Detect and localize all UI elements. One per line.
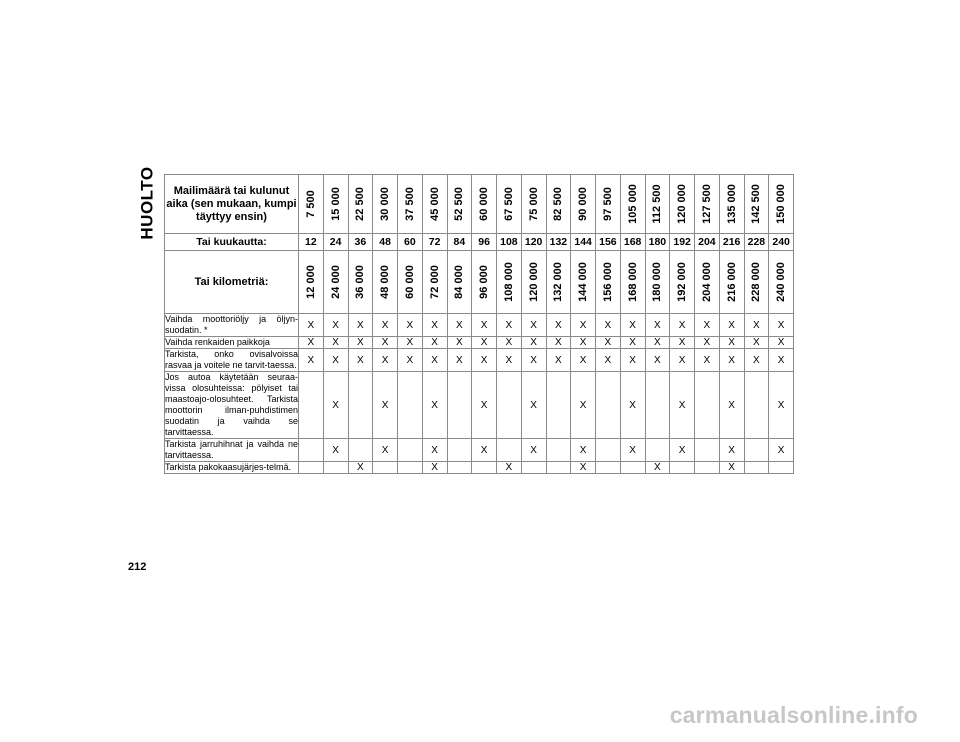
task-description: Tarkista, onko ovisalvoissa rasvaa ja voitele ne tarvit-taessa. [165, 349, 298, 370]
km-cell-value: 132 000 [552, 262, 565, 302]
miles-cell [620, 175, 645, 234]
schedule-mark: X [373, 337, 398, 349]
schedule-mark: X [323, 372, 348, 439]
schedule-mark: X [497, 337, 522, 349]
schedule-mark: X [521, 349, 546, 372]
miles-cell [546, 175, 571, 234]
schedule-mark [447, 372, 472, 439]
miles-cell-value: 150 000 [775, 184, 788, 224]
schedule-mark: X [447, 349, 472, 372]
schedule-mark: X [719, 439, 744, 462]
miles-header-label: Mailimäärä tai kulunut aika (sen mukaan, kumpi täyttyy ensin) [165, 175, 299, 234]
schedule-mark [398, 462, 423, 474]
km-cell [348, 251, 373, 314]
schedule-mark [299, 439, 324, 462]
schedule-mark [521, 462, 546, 474]
schedule-mark: X [571, 462, 596, 474]
schedule-mark: X [521, 439, 546, 462]
page-number: 212 [128, 561, 147, 573]
miles-cell-value: 52 500 [453, 187, 466, 221]
km-cell-value: 216 000 [725, 262, 738, 302]
schedule-mark [323, 462, 348, 474]
miles-cell [373, 175, 398, 234]
miles-cell [299, 175, 324, 234]
months-cell: 36 [348, 234, 373, 251]
schedule-mark: X [571, 349, 596, 372]
schedule-mark: X [373, 439, 398, 462]
miles-cell-value: 127 500 [700, 184, 713, 224]
schedule-mark [348, 372, 373, 439]
schedule-mark [472, 462, 497, 474]
miles-cell-value: 97 500 [601, 187, 614, 221]
km-cell [596, 251, 621, 314]
miles-cell [422, 175, 447, 234]
schedule-mark [695, 462, 720, 474]
miles-cell-value: 90 000 [577, 187, 590, 221]
miles-cell-value: 7 500 [304, 190, 317, 218]
miles-cell-value: 142 500 [750, 184, 763, 224]
schedule-mark: X [620, 372, 645, 439]
schedule-mark: X [695, 314, 720, 337]
schedule-mark [744, 439, 769, 462]
km-cell-value: 96 000 [478, 265, 491, 299]
schedule-mark: X [546, 337, 571, 349]
table-row [165, 439, 794, 462]
schedule-mark: X [373, 372, 398, 439]
watermark: carmanualsonline.info [669, 702, 918, 728]
task-description: Vaihda moottoriöljy ja öljyn-suodatin. * [165, 314, 298, 335]
miles-cell [348, 175, 373, 234]
schedule-mark [447, 462, 472, 474]
miles-cell-value: 30 000 [379, 187, 392, 221]
months-cell: 168 [620, 234, 645, 251]
schedule-mark: X [447, 314, 472, 337]
schedule-mark: X [744, 337, 769, 349]
schedule-mark [695, 372, 720, 439]
km-cell-value: 120 000 [527, 262, 540, 302]
schedule-mark: X [571, 314, 596, 337]
months-cell: 48 [373, 234, 398, 251]
months-cell: 144 [571, 234, 596, 251]
schedule-mark: X [323, 349, 348, 372]
schedule-mark: X [571, 372, 596, 439]
schedule-mark: X [521, 337, 546, 349]
task-description: Vaihda renkaiden paikkoja [165, 337, 299, 349]
schedule-mark: X [719, 337, 744, 349]
km-cell [472, 251, 497, 314]
maintenance-schedule-table [164, 174, 794, 474]
schedule-mark: X [670, 337, 695, 349]
schedule-mark: X [373, 314, 398, 337]
km-cell [670, 251, 695, 314]
months-cell: 24 [323, 234, 348, 251]
schedule-mark: X [348, 349, 373, 372]
schedule-mark: X [447, 337, 472, 349]
schedule-mark: X [521, 314, 546, 337]
schedule-mark: X [422, 314, 447, 337]
km-cell [695, 251, 720, 314]
schedule-mark: X [719, 372, 744, 439]
schedule-mark: X [769, 349, 794, 372]
km-cell [744, 251, 769, 314]
schedule-mark: X [645, 349, 670, 372]
km-cell [422, 251, 447, 314]
schedule-mark: X [546, 314, 571, 337]
schedule-mark: X [620, 314, 645, 337]
miles-cell [670, 175, 695, 234]
schedule-mark [596, 462, 621, 474]
schedule-mark: X [769, 372, 794, 439]
miles-cell [596, 175, 621, 234]
schedule-mark: X [596, 349, 621, 372]
schedule-mark: X [695, 349, 720, 372]
km-cell-value: 72 000 [428, 265, 441, 299]
schedule-mark [299, 372, 324, 439]
schedule-mark: X [719, 462, 744, 474]
task-description: Tarkista jarruhihnat ja vaihda ne tarvittaessa. [165, 439, 298, 460]
km-cell-value: 240 000 [775, 262, 788, 302]
months-cell: 108 [497, 234, 522, 251]
miles-header-row [165, 175, 794, 234]
section-tab [135, 166, 161, 240]
months-cell: 132 [546, 234, 571, 251]
km-cell-value: 60 000 [403, 265, 416, 299]
schedule-mark: X [645, 314, 670, 337]
months-cell: 72 [422, 234, 447, 251]
months-cell: 180 [645, 234, 670, 251]
schedule-mark: X [670, 439, 695, 462]
schedule-mark [596, 439, 621, 462]
table-row [165, 337, 794, 349]
schedule-mark: X [348, 337, 373, 349]
km-header-label: Tai kilometriä: [165, 251, 299, 314]
km-cell [769, 251, 794, 314]
miles-cell-value: 22 500 [354, 187, 367, 221]
km-cell-value: 12 000 [304, 265, 317, 299]
months-cell: 84 [447, 234, 472, 251]
km-cell-value: 192 000 [676, 262, 689, 302]
schedule-mark [299, 462, 324, 474]
miles-cell [323, 175, 348, 234]
schedule-mark: X [571, 337, 596, 349]
miles-cell-value: 135 000 [725, 184, 738, 224]
miles-cell-value: 82 500 [552, 187, 565, 221]
task-description: Tarkista pakokaasujärjes-telmä. [165, 462, 299, 474]
schedule-mark: X [472, 337, 497, 349]
schedule-mark [373, 462, 398, 474]
schedule-mark: X [472, 349, 497, 372]
km-header-row [165, 251, 794, 314]
table-row [165, 349, 794, 372]
schedule-mark: X [323, 439, 348, 462]
schedule-mark: X [422, 372, 447, 439]
km-cell-value: 48 000 [379, 265, 392, 299]
schedule-mark [398, 372, 423, 439]
miles-cell-value: 15 000 [329, 187, 342, 221]
schedule-mark: X [744, 349, 769, 372]
km-cell [398, 251, 423, 314]
schedule-mark: X [695, 337, 720, 349]
task-description: Jos autoa käytetään seuraa-vissa olosuhteissa: pölyiset tai maastoajo-olosuhteet. Tarkista moottorin ilman-puhdistimen suodatin ja vaihda se tarvittaessa. [165, 372, 298, 437]
schedule-mark: X [472, 314, 497, 337]
miles-cell [521, 175, 546, 234]
schedule-mark: X [620, 349, 645, 372]
schedule-mark [744, 372, 769, 439]
miles-cell [497, 175, 522, 234]
km-cell [546, 251, 571, 314]
miles-cell [695, 175, 720, 234]
miles-cell-value: 112 500 [651, 184, 664, 224]
table-row [165, 462, 794, 474]
schedule-mark: X [769, 337, 794, 349]
schedule-mark: X [596, 337, 621, 349]
schedule-mark [348, 439, 373, 462]
schedule-mark: X [521, 372, 546, 439]
schedule-mark: X [596, 314, 621, 337]
schedule-mark [546, 462, 571, 474]
schedule-mark: X [645, 337, 670, 349]
schedule-mark: X [323, 337, 348, 349]
miles-cell [645, 175, 670, 234]
schedule-mark: X [497, 314, 522, 337]
miles-cell [769, 175, 794, 234]
months-header-label: Tai kuukautta: [165, 234, 299, 251]
schedule-mark: X [472, 372, 497, 439]
months-cell: 12 [299, 234, 324, 251]
km-cell-value: 180 000 [651, 262, 664, 302]
schedule-mark: X [373, 349, 398, 372]
schedule-mark: X [422, 337, 447, 349]
miles-cell [472, 175, 497, 234]
months-header-row [165, 234, 794, 251]
schedule-mark [596, 372, 621, 439]
table-row [165, 314, 794, 337]
table-row [165, 372, 794, 439]
schedule-mark [546, 372, 571, 439]
schedule-mark: X [299, 314, 324, 337]
km-cell-value: 144 000 [577, 262, 590, 302]
schedule-mark: X [645, 462, 670, 474]
km-cell-value: 168 000 [626, 262, 639, 302]
miles-cell [744, 175, 769, 234]
schedule-mark: X [719, 349, 744, 372]
schedule-mark [497, 372, 522, 439]
schedule-mark: X [422, 349, 447, 372]
schedule-mark: X [769, 314, 794, 337]
km-cell-value: 204 000 [700, 262, 713, 302]
schedule-mark: X [620, 337, 645, 349]
months-cell: 192 [670, 234, 695, 251]
schedule-mark: X [299, 337, 324, 349]
miles-cell [398, 175, 423, 234]
months-cell: 156 [596, 234, 621, 251]
months-cell: 204 [695, 234, 720, 251]
schedule-mark: X [398, 314, 423, 337]
months-cell: 228 [744, 234, 769, 251]
schedule-mark [546, 439, 571, 462]
km-cell-value: 108 000 [502, 262, 515, 302]
km-cell [521, 251, 546, 314]
schedule-mark [620, 462, 645, 474]
schedule-mark: X [348, 462, 373, 474]
schedule-mark: X [769, 439, 794, 462]
km-cell-value: 228 000 [750, 262, 763, 302]
schedule-mark [744, 462, 769, 474]
schedule-mark: X [571, 439, 596, 462]
km-cell [497, 251, 522, 314]
schedule-mark: X [323, 314, 348, 337]
schedule-mark: X [620, 439, 645, 462]
miles-cell [447, 175, 472, 234]
miles-cell-value: 105 000 [626, 184, 639, 224]
months-cell: 60 [398, 234, 423, 251]
km-cell [571, 251, 596, 314]
months-cell: 240 [769, 234, 794, 251]
schedule-mark: X [299, 349, 324, 372]
schedule-mark: X [472, 439, 497, 462]
km-cell [447, 251, 472, 314]
schedule-mark [645, 439, 670, 462]
schedule-mark: X [670, 314, 695, 337]
km-cell [299, 251, 324, 314]
schedule-mark [497, 439, 522, 462]
schedule-mark: X [497, 349, 522, 372]
km-cell [323, 251, 348, 314]
miles-cell-value: 75 000 [527, 187, 540, 221]
km-cell [645, 251, 670, 314]
km-cell-value: 24 000 [329, 265, 342, 299]
miles-cell-value: 37 500 [403, 187, 416, 221]
schedule-mark: X [497, 462, 522, 474]
schedule-mark [695, 439, 720, 462]
miles-cell-value: 45 000 [428, 187, 441, 221]
months-cell: 216 [719, 234, 744, 251]
schedule-mark: X [398, 337, 423, 349]
miles-cell [571, 175, 596, 234]
km-cell [719, 251, 744, 314]
km-cell-value: 156 000 [601, 262, 614, 302]
schedule-mark [769, 462, 794, 474]
months-cell: 120 [521, 234, 546, 251]
miles-cell [719, 175, 744, 234]
km-cell-value: 36 000 [354, 265, 367, 299]
miles-cell-value: 67 500 [502, 187, 515, 221]
schedule-mark: X [719, 314, 744, 337]
schedule-mark: X [398, 349, 423, 372]
schedule-mark: X [348, 314, 373, 337]
schedule-mark: X [744, 314, 769, 337]
schedule-mark: X [670, 372, 695, 439]
months-cell: 96 [472, 234, 497, 251]
schedule-mark [447, 439, 472, 462]
schedule-mark: X [546, 349, 571, 372]
section-tab-label: HUOLTO [138, 166, 158, 240]
km-cell [373, 251, 398, 314]
km-cell-value: 84 000 [453, 265, 466, 299]
schedule-mark [398, 439, 423, 462]
km-cell [620, 251, 645, 314]
schedule-mark: X [422, 462, 447, 474]
schedule-mark: X [422, 439, 447, 462]
schedule-mark [670, 462, 695, 474]
schedule-mark: X [670, 349, 695, 372]
miles-cell-value: 60 000 [478, 187, 491, 221]
schedule-mark [645, 372, 670, 439]
miles-cell-value: 120 000 [676, 184, 689, 224]
